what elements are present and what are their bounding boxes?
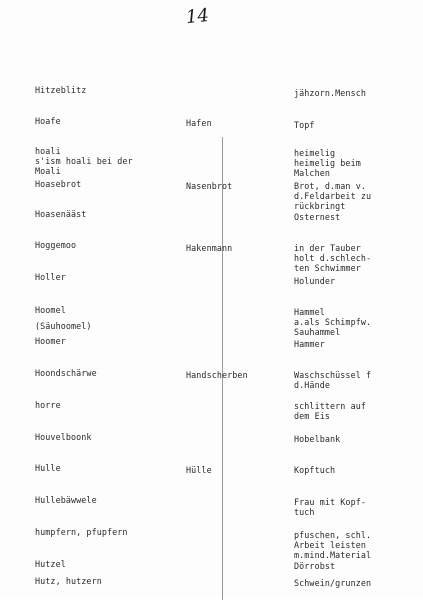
row-12-meaning: schlittern auf dem Eis [294, 401, 366, 422]
row-2-dialect: Hoafe [35, 116, 61, 126]
row-16-meaning: pfuschen, schl. Arbeit leisten m.mind.Material [294, 530, 372, 561]
row-12-dialect: horre [35, 400, 61, 410]
row-5-dialect: Hoasenääst [35, 209, 87, 219]
row-11-standard: Handscherben [186, 370, 248, 380]
row-13-dialect: Houvelboonk [35, 432, 92, 442]
page-number: 14 [184, 4, 210, 29]
row-10-dialect: Hoomer [35, 336, 66, 346]
row-5-meaning: Osternest [294, 212, 341, 222]
row-15-meaning: Frau mit Kopf- tuch [294, 497, 366, 518]
row-4-standard: Nasenbrot [186, 181, 233, 191]
row-7-meaning: Holunder [294, 276, 336, 286]
row-15-dialect: Hullebäwwele [35, 495, 97, 505]
row-4-meaning: Brot, d.man v. d.Feldarbeit zu rückbringt [294, 181, 372, 212]
row-3-meaning: heimelig heimelig beim Malchen [294, 148, 361, 179]
row-9-dialect: (Säuhoomel) [35, 321, 92, 331]
row-14-meaning: Kopftuch [294, 465, 336, 475]
row-18-dialect: Hutz, hutzern [35, 576, 102, 586]
row-6-dialect: Hoggemoo [35, 240, 77, 250]
row-1-dialect: Hitzeblitz [35, 85, 87, 95]
row-6-standard: Hakenmann [186, 243, 233, 253]
row-3-dialect: hoali s'ism hoali bei der Moali [35, 146, 133, 177]
row-17-dialect: Hutzel [35, 559, 66, 569]
column-divider-line [222, 137, 223, 600]
row-11-meaning: Waschschüssel f d.Hände [294, 370, 372, 391]
row-6-meaning: in der Tauber holt d.schlech- ten Schwimmer [294, 243, 372, 274]
row-1-meaning: jähzorn.Mensch [294, 88, 366, 98]
row-11-dialect: Hoondschärwe [35, 368, 97, 378]
row-14-standard: Hülle [186, 465, 212, 475]
row-8-meaning: Hammel [294, 307, 325, 317]
row-10-meaning: Hammer [294, 339, 325, 349]
row-18-meaning: Schwein/grunzen [294, 578, 372, 588]
row-16-dialect: humpfern, pfupfern [35, 527, 128, 537]
row-9-meaning: a.als Schimpfw. Sauhammel [294, 317, 372, 338]
row-2-meaning: Topf [294, 120, 315, 130]
row-2-standard: Hafen [186, 118, 212, 128]
row-8-dialect: Hoomel [35, 305, 66, 315]
row-14-dialect: Hulle [35, 463, 61, 473]
row-4-dialect: Hoasebrot [35, 179, 82, 189]
row-13-meaning: Hobelbank [294, 434, 341, 444]
row-7-dialect: Holler [35, 272, 66, 282]
row-17-meaning: Dörrobst [294, 561, 336, 571]
